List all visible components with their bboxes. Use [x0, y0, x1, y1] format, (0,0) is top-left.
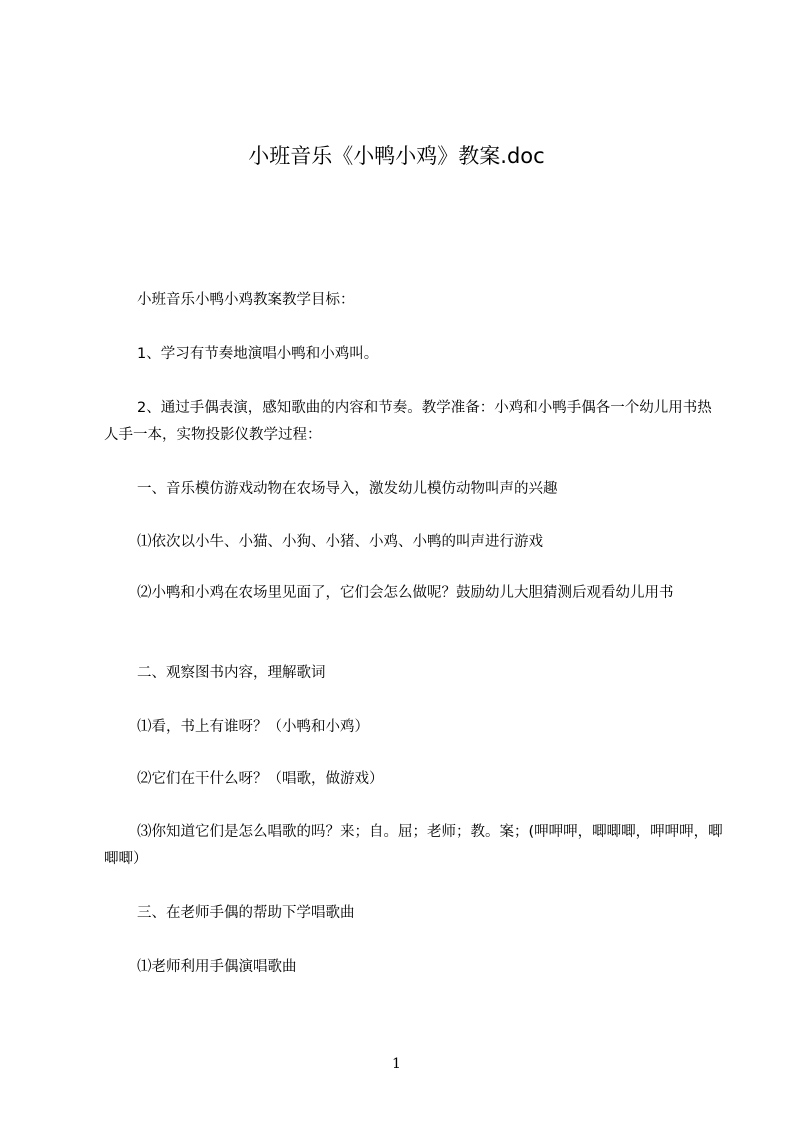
- paragraph-step-2-2: ⑵它们在干什么呀？（唱歌，做游戏）: [137, 771, 384, 787]
- paragraph-step-1-1: ⑴依次以小牛、小猫、小狗、小猪、小鸡、小鸭的叫声进行游戏: [137, 534, 543, 550]
- paragraph-section-1: 一、音乐模仿游戏动物在农场导入，激发幼儿模仿动物叫声的兴趣: [137, 481, 558, 497]
- paragraph-step-1-2: ⑵小鸭和小鸡在农场里见面了，它们会怎么做呢？鼓励幼儿大胆猜测后观看幼儿用书: [137, 585, 674, 601]
- paragraph-objective-1: 1、学习有节奏地演唱小鸭和小鸡叫。: [137, 346, 379, 362]
- document-title: 小班音乐《小鸭小鸡》教案.doc: [248, 144, 545, 168]
- paragraph-step-3-1: ⑴老师利用手偶演唱歌曲: [137, 959, 297, 975]
- paragraph-step-2-1: ⑴看，书上有谁呀？（小鸭和小鸡）: [137, 719, 369, 735]
- page-number: 1: [392, 1056, 401, 1072]
- paragraph-section-2: 二、观察图书内容，理解歌词: [137, 665, 326, 681]
- paragraph-objective-2: 2、通过手偶表演，感知歌曲的内容和节奏。教学准备：小鸡和小鸭手偶各一个幼儿用书热人手一本，实物投影仪教学过程：: [104, 400, 712, 443]
- paragraph-section-3: 三、在老师手偶的帮助下学唱歌曲: [137, 905, 355, 921]
- paragraph-objectives-heading: 小班音乐小鸭小鸡教案教学目标：: [137, 292, 355, 308]
- paragraph-step-2-3: ⑶你知道它们是怎么唱歌的吗？来；自。屈；老师；教。案；(呷呷呷，唧唧唧，呷呷呷，唧唧唧）: [104, 824, 723, 867]
